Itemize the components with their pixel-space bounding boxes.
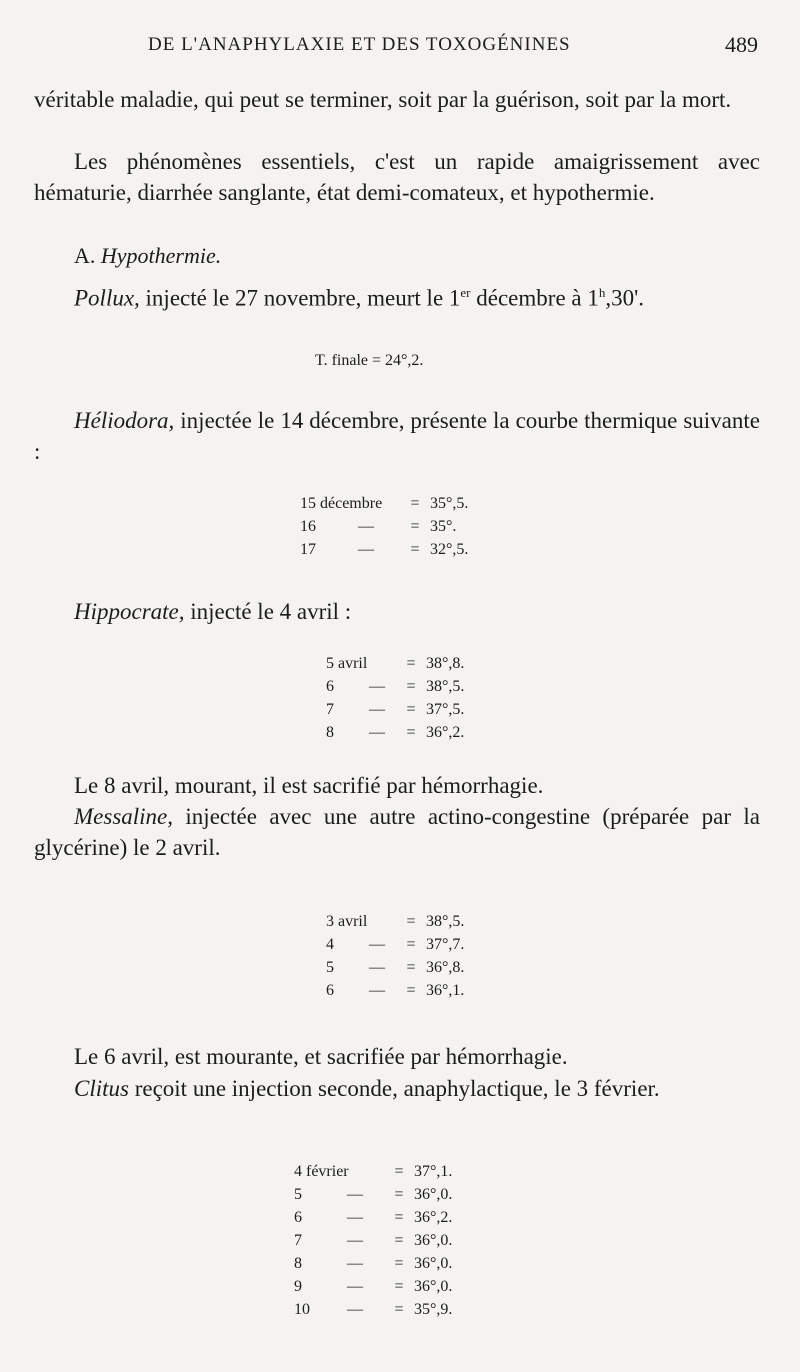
row-day: 5 bbox=[326, 959, 334, 976]
temperature-row bbox=[294, 1252, 452, 1275]
row-day: 6 bbox=[326, 678, 334, 695]
row-temperature: 36°,0. bbox=[414, 1255, 453, 1272]
paragraph-clitus: Clitus reçoit une injection seconde, anaphylactique, le 3 février. bbox=[74, 1076, 660, 1101]
row-ditto-dash: — bbox=[347, 1209, 363, 1226]
paragraph-heliodora: Héliodora, injectée le 14 décembre, présente la courbe thermique suivante : bbox=[34, 408, 760, 464]
row-equals: = bbox=[410, 541, 420, 558]
section-label: A. bbox=[74, 243, 96, 268]
row-day: 16 bbox=[300, 518, 316, 535]
row-temperature: 36°,0. bbox=[414, 1278, 453, 1295]
paragraph-continuation: véritable maladie, qui peut se terminer, soit par la guérison, soit par la mort. bbox=[34, 87, 732, 112]
subject-name-clitus: Clitus bbox=[74, 1076, 129, 1101]
temperature-row bbox=[326, 652, 464, 675]
page-header bbox=[0, 30, 800, 64]
row-temperature: 35°. bbox=[430, 518, 457, 535]
row-day: 15 décembre bbox=[300, 495, 383, 512]
row-temperature: 36°,2. bbox=[414, 1209, 453, 1226]
temperature-row bbox=[326, 956, 464, 979]
row-day: 7 bbox=[294, 1232, 302, 1249]
temperature-row bbox=[294, 1229, 452, 1252]
temperature-row bbox=[294, 1275, 452, 1298]
row-ditto-dash: — bbox=[369, 724, 385, 741]
row-day: 6 bbox=[294, 1209, 302, 1226]
row-day: 9 bbox=[294, 1278, 302, 1295]
temperature-row bbox=[300, 515, 468, 538]
row-ditto-dash: — bbox=[369, 982, 385, 999]
row-temperature: 36°,0. bbox=[414, 1186, 453, 1203]
subject-name-pollux: Pollux, bbox=[74, 285, 140, 311]
row-ditto-dash: — bbox=[369, 936, 385, 953]
temperature-table-clitus bbox=[294, 1160, 452, 1321]
row-ditto-dash: — bbox=[347, 1232, 363, 1249]
row-day: 6 bbox=[326, 982, 334, 999]
temperature-table-messaline bbox=[326, 910, 464, 1002]
temperature-table-hippocrate bbox=[326, 652, 464, 744]
row-ditto-dash: — bbox=[369, 701, 385, 718]
temperature-row bbox=[326, 698, 464, 721]
row-ditto-dash: — bbox=[369, 959, 385, 976]
row-equals: = bbox=[406, 655, 416, 672]
subject-name-hippocrate: Hippocrate, bbox=[74, 599, 185, 624]
row-equals: = bbox=[406, 724, 416, 741]
row-equals: = bbox=[410, 495, 420, 512]
row-ditto-dash: — bbox=[347, 1186, 363, 1203]
paragraph-messaline-death: Le 6 avril, est mourante, et sacrifiée par hémorrhagie. bbox=[74, 1044, 568, 1069]
temperature-row bbox=[294, 1160, 452, 1183]
row-equals: = bbox=[406, 982, 416, 999]
row-equals: = bbox=[406, 678, 416, 695]
page-number: 489 bbox=[725, 32, 758, 57]
row-equals: = bbox=[394, 1232, 404, 1249]
running-title: DE L'ANAPHYLAXIE ET DES TOXOGÉNINES bbox=[148, 34, 571, 55]
row-equals: = bbox=[406, 701, 416, 718]
row-equals: = bbox=[406, 913, 416, 930]
temperature-row bbox=[300, 492, 468, 515]
row-temperature: 36°,1. bbox=[426, 982, 465, 999]
temperature-row bbox=[326, 910, 464, 933]
temperature-table-heliodora bbox=[300, 492, 468, 561]
row-temperature: 37°,1. bbox=[414, 1163, 453, 1180]
paragraph-hippocrate: Hippocrate, injecté le 4 avril : bbox=[74, 599, 352, 624]
pollux-final-temperature: T. finale = 24°,2. bbox=[315, 352, 424, 369]
row-day: 8 bbox=[326, 724, 334, 741]
row-temperature: 38°,5. bbox=[426, 678, 465, 695]
temperature-row bbox=[326, 979, 464, 1002]
row-ditto-dash: — bbox=[369, 678, 385, 695]
row-equals: = bbox=[410, 518, 420, 535]
row-temperature: 38°,8. bbox=[426, 655, 465, 672]
row-ditto-dash: — bbox=[358, 518, 374, 535]
row-day: 4 bbox=[326, 936, 334, 953]
temperature-row bbox=[300, 538, 468, 561]
paragraph-hippocrate-death: Le 8 avril, mourant, il est sacrifié par hémorrhagie. bbox=[74, 773, 544, 798]
row-day: 3 avril bbox=[326, 913, 368, 930]
row-temperature: 36°,2. bbox=[426, 724, 465, 741]
paragraph-phenomena: Les phénomènes essentiels, c'est un rapide amaigrissement avec hématurie, diarrhée sanglante, état demi-comateux, et hypothermie. bbox=[34, 149, 760, 205]
row-temperature: 38°,5. bbox=[426, 913, 465, 930]
row-day: 5 bbox=[294, 1186, 302, 1203]
row-ditto-dash: — bbox=[347, 1255, 363, 1272]
row-temperature: 37°,7. bbox=[426, 936, 465, 953]
row-ditto-dash: — bbox=[347, 1301, 363, 1318]
row-temperature: 32°,5. bbox=[430, 541, 469, 558]
subject-name-heliodora: Héliodora, bbox=[74, 408, 175, 433]
temperature-row bbox=[326, 675, 464, 698]
subject-name-messaline: Messaline, bbox=[74, 804, 174, 829]
row-ditto-dash: — bbox=[347, 1278, 363, 1295]
temperature-row bbox=[326, 933, 464, 956]
paragraph-messaline: Messaline, injectée avec une autre actino-congestine (préparée par la glycérine) le 2 avril. bbox=[34, 804, 760, 860]
row-equals: = bbox=[406, 936, 416, 953]
row-temperature: 35°,5. bbox=[430, 495, 469, 512]
row-equals: = bbox=[394, 1278, 404, 1295]
row-day: 4 février bbox=[294, 1163, 349, 1180]
row-day: 8 bbox=[294, 1255, 302, 1272]
row-ditto-dash: — bbox=[358, 541, 374, 558]
section-heading bbox=[74, 243, 221, 269]
row-temperature: 36°,8. bbox=[426, 959, 465, 976]
temperature-row bbox=[294, 1183, 452, 1206]
row-day: 10 bbox=[294, 1301, 310, 1318]
row-temperature: 36°,0. bbox=[414, 1232, 453, 1249]
temperature-row bbox=[294, 1298, 452, 1321]
row-equals: = bbox=[394, 1301, 404, 1318]
row-day: 7 bbox=[326, 701, 334, 718]
row-day: 5 avril bbox=[326, 655, 368, 672]
paragraph-pollux: Pollux, injecté le 27 novembre, meurt le 1er décembre à 1$^h$,30'. bbox=[74, 285, 645, 311]
row-equals: = bbox=[394, 1163, 404, 1180]
row-equals: = bbox=[406, 959, 416, 976]
row-equals: = bbox=[394, 1186, 404, 1203]
temperature-row bbox=[326, 721, 464, 744]
temperature-row bbox=[294, 1206, 452, 1229]
section-title: Hypothermie. bbox=[100, 243, 222, 268]
row-equals: = bbox=[394, 1255, 404, 1272]
row-temperature: 37°,5. bbox=[426, 701, 465, 718]
row-day: 17 bbox=[300, 541, 316, 558]
row-temperature: 35°,9. bbox=[414, 1301, 453, 1318]
row-equals: = bbox=[394, 1209, 404, 1226]
